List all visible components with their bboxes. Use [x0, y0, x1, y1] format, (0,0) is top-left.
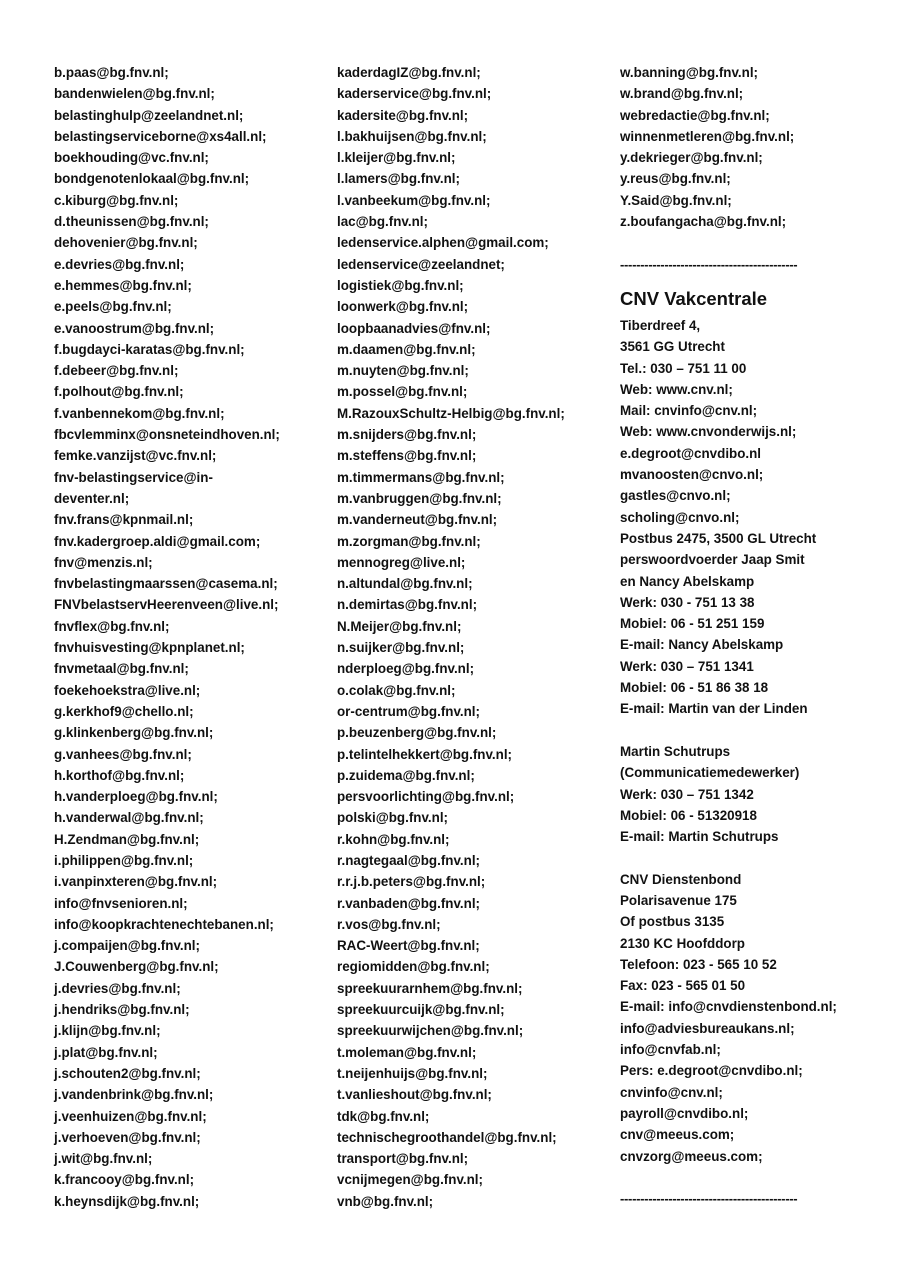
email-entry: k.francooy@bg.fnv.nl;: [54, 1172, 195, 1188]
email-entry: ledenservice@zeelandnet;: [337, 256, 505, 272]
email-entry: j.verhoeven@bg.fnv.nl;: [54, 1129, 201, 1145]
email-entry: fnv.kadergroep.aldi@gmail.com;: [54, 533, 261, 549]
contact-line: E-mail: Nancy Abelskamp: [620, 637, 784, 653]
email-entry: technischegroothandel@bg.fnv.nl;: [337, 1129, 557, 1145]
email-entry: w.banning@bg.fnv.nl;: [620, 65, 759, 80]
email-entry: nderploeg@bg.fnv.nl;: [337, 661, 475, 677]
cnv-vakcentrale-details: [620, 315, 895, 720]
contact-column: [620, 62, 895, 1209]
email-entry: fbcvlemminx@onsneteindhoven.nl;: [54, 427, 280, 443]
contact-line: gastles@cnvo.nl;: [620, 488, 731, 504]
email-entry: y.dekrieger@bg.fnv.nl;: [620, 150, 763, 166]
contact-line: E-mail: info@cnvdienstenbond.nl;: [620, 999, 837, 1015]
email-entry: p.beuzenberg@bg.fnv.nl;: [337, 725, 497, 741]
email-entry: kaderservice@bg.fnv.nl;: [337, 86, 492, 102]
contact-line: Werk: 030 – 751 1342: [620, 786, 754, 802]
email-entry: vcnijmegen@bg.fnv.nl;: [337, 1172, 483, 1188]
section-heading: CNV Vakcentrale: [620, 287, 768, 309]
contact-line: e.degroot@cnvdibo.nl: [620, 445, 762, 461]
email-entry: loopbaanadvies@fnv.nl;: [337, 320, 491, 336]
contact-line: CNV Dienstenbond: [620, 871, 742, 887]
spacer: [620, 1167, 895, 1188]
email-entry: femke.vanzijst@vc.fnv.nl;: [54, 448, 217, 464]
email-entry: Y.Said@bg.fnv.nl;: [620, 192, 732, 208]
email-entry: k.heynsdijk@bg.fnv.nl;: [54, 1193, 200, 1209]
email-entry: p.zuidema@bg.fnv.nl;: [337, 767, 475, 783]
email-entry: h.vanderwal@bg.fnv.nl;: [54, 810, 204, 826]
contact-line: cnvzorg@meeus.com;: [620, 1148, 763, 1164]
contact-line: Mobiel: 06 - 51320918: [620, 807, 757, 823]
contact-line: cnvinfo@cnv.nl;: [620, 1084, 723, 1100]
email-entry: j.wit@bg.fnv.nl;: [54, 1151, 153, 1167]
email-entry: t.vanlieshout@bg.fnv.nl;: [337, 1087, 492, 1103]
email-entry: boekhouding@vc.fnv.nl;: [54, 150, 209, 166]
contact-line: Polarisavenue 175: [620, 892, 737, 908]
email-entry: deventer.nl;: [54, 490, 130, 506]
email-entry: dehovenier@bg.fnv.nl;: [54, 235, 198, 251]
cnv-dienstenbond-details: [620, 869, 895, 1167]
contact-line: 2130 KC Hoofddorp: [620, 935, 745, 951]
email-entry: b.paas@bg.fnv.nl;: [54, 65, 169, 80]
spacer: [620, 720, 895, 741]
email-entry: fnvflex@bg.fnv.nl;: [54, 618, 170, 634]
contact-line: E-mail: Martin van der Linden: [620, 701, 808, 717]
email-entry: H.Zendman@bg.fnv.nl;: [54, 831, 200, 847]
email-entry: e.hemmes@bg.fnv.nl;: [54, 277, 192, 293]
contact-line: Of postbus 3135: [620, 914, 725, 930]
email-entry: n.altundal@bg.fnv.nl;: [337, 576, 473, 592]
email-entry: tdk@bg.fnv.nl;: [337, 1108, 430, 1124]
contact-line: en Nancy Abelskamp: [620, 573, 755, 589]
email-entry: f.debeer@bg.fnv.nl;: [54, 363, 179, 379]
email-entry: j.devries@bg.fnv.nl;: [54, 980, 181, 996]
email-entry: r.nagtegaal@bg.fnv.nl;: [337, 852, 481, 868]
contact-line: E-mail: Martin Schutrups: [620, 829, 779, 845]
spacer: [620, 847, 895, 868]
contact-line: Web: www.cnvonderwijs.nl;: [620, 424, 797, 440]
email-entry: belastingserviceborne@xs4all.nl;: [54, 128, 267, 144]
contact-line: Mail: cnvinfo@cnv.nl;: [620, 403, 758, 419]
email-entry: n.demirtas@bg.fnv.nl;: [337, 597, 478, 613]
email-entry: fnv@menzis.nl;: [54, 554, 153, 570]
email-entry: bondgenotenlokaal@bg.fnv.nl;: [54, 171, 250, 187]
email-entry: c.kiburg@bg.fnv.nl;: [54, 192, 179, 208]
contact-martin-schutrups: [620, 741, 895, 847]
email-entry: FNVbelastservHeerenveen@live.nl;: [54, 597, 279, 613]
email-entry: fnvmetaal@bg.fnv.nl;: [54, 661, 189, 677]
email-column-2: [337, 62, 607, 1212]
email-entry: persvoorlichting@bg.fnv.nl;: [337, 789, 515, 805]
email-entry: lac@bg.fnv.nl;: [337, 214, 428, 230]
email-entry: y.reus@bg.fnv.nl;: [620, 171, 731, 187]
email-entry: logistiek@bg.fnv.nl;: [337, 277, 464, 293]
email-entry: foekehoekstra@live.nl;: [54, 682, 201, 698]
email-entry: m.zorgman@bg.fnv.nl;: [337, 533, 481, 549]
email-entry: transport@bg.fnv.nl;: [337, 1151, 469, 1167]
email-entry: belastinghulp@zeelandnet.nl;: [54, 107, 244, 123]
contact-line: Werk: 030 - 751 13 38: [620, 594, 755, 610]
email-list-top: [620, 62, 895, 232]
email-entry: w.brand@bg.fnv.nl;: [620, 86, 744, 102]
email-entry: regiomidden@bg.fnv.nl;: [337, 959, 490, 975]
email-entry: i.philippen@bg.fnv.nl;: [54, 852, 194, 868]
email-entry: e.peels@bg.fnv.nl;: [54, 299, 172, 315]
email-entry: l.vanbeekum@bg.fnv.nl;: [337, 192, 491, 208]
email-entry: loonwerk@bg.fnv.nl;: [337, 299, 469, 315]
contact-line: info@cnvfab.nl;: [620, 1042, 721, 1058]
email-entry: p.telintelhekkert@bg.fnv.nl;: [337, 746, 512, 762]
email-entry: spreekuurwijchen@bg.fnv.nl;: [337, 1023, 524, 1039]
contact-line: Web: www.cnv.nl;: [620, 381, 733, 397]
email-entry: r.vos@bg.fnv.nl;: [337, 916, 441, 932]
email-entry: f.bugdayci-karatas@bg.fnv.nl;: [54, 341, 245, 357]
separator-line-bottom: --------------------------------------------: [620, 1191, 798, 1207]
email-entry: t.moleman@bg.fnv.nl;: [337, 1044, 477, 1060]
contact-line: Tiberdreef 4,: [620, 317, 701, 333]
email-entry: j.vandenbrink@bg.fnv.nl;: [54, 1087, 214, 1103]
email-entry: f.polhout@bg.fnv.nl;: [54, 384, 184, 400]
contact-line: Mobiel: 06 - 51 251 159: [620, 616, 765, 632]
contact-line: mvanoosten@cnvo.nl;: [620, 467, 764, 483]
email-entry: l.bakhuijsen@bg.fnv.nl;: [337, 128, 487, 144]
email-entry: m.daamen@bg.fnv.nl;: [337, 341, 476, 357]
email-entry: j.compaijen@bg.fnv.nl;: [54, 938, 200, 954]
email-entry: o.colak@bg.fnv.nl;: [337, 682, 456, 698]
email-entry: kaderdagIZ@bg.fnv.nl;: [337, 65, 481, 80]
email-entry: N.Meijer@bg.fnv.nl;: [337, 618, 462, 634]
email-entry: j.plat@bg.fnv.nl;: [54, 1044, 158, 1060]
email-entry: m.snijders@bg.fnv.nl;: [337, 427, 477, 443]
email-entry: f.vanbennekom@bg.fnv.nl;: [54, 405, 225, 421]
email-entry: m.vanbruggen@bg.fnv.nl;: [337, 490, 502, 506]
email-entry: n.suijker@bg.fnv.nl;: [337, 640, 465, 656]
email-entry: r.kohn@bg.fnv.nl;: [337, 831, 450, 847]
email-entry: RAC-Weert@bg.fnv.nl;: [337, 938, 480, 954]
email-entry: J.Couwenberg@bg.fnv.nl;: [54, 959, 219, 975]
email-entry: h.korthof@bg.fnv.nl;: [54, 767, 185, 783]
email-entry: m.steffens@bg.fnv.nl;: [337, 448, 477, 464]
contact-line: Tel.: 030 – 751 11 00: [620, 360, 747, 376]
contact-line: Werk: 030 – 751 1341: [620, 658, 754, 674]
email-entry: l.kleijer@bg.fnv.nl;: [337, 150, 456, 166]
email-entry: mennogreg@live.nl;: [337, 554, 466, 570]
email-entry: webredactie@bg.fnv.nl;: [620, 107, 770, 123]
contact-line: scholing@cnvo.nl;: [620, 509, 740, 525]
contact-line: info@adviesbureaukans.nl;: [620, 1020, 795, 1036]
email-entry: r.vanbaden@bg.fnv.nl;: [337, 895, 481, 911]
email-entry: polski@bg.fnv.nl;: [337, 810, 449, 826]
email-entry: winnenmetleren@bg.fnv.nl;: [620, 128, 795, 144]
email-entry: ledenservice.alphen@gmail.com;: [337, 235, 549, 251]
contact-line: payroll@cnvdibo.nl;: [620, 1105, 749, 1121]
contact-line: (Communicatiemedewerker): [620, 765, 800, 781]
email-entry: l.lamers@bg.fnv.nl;: [337, 171, 460, 187]
email-entry: bandenwielen@bg.fnv.nl;: [54, 86, 215, 102]
contact-line: Postbus 2475, 3500 GL Utrecht: [620, 530, 817, 546]
contact-line: perswoordvoerder Jaap Smit: [620, 552, 805, 568]
email-entry: r.r.j.b.peters@bg.fnv.nl;: [337, 874, 486, 890]
email-entry: spreekuurarnhem@bg.fnv.nl;: [337, 980, 523, 996]
email-entry: kadersite@bg.fnv.nl;: [337, 107, 469, 123]
email-entry: j.klijn@bg.fnv.nl;: [54, 1023, 161, 1039]
email-entry: h.vanderploeg@bg.fnv.nl;: [54, 789, 218, 805]
contact-line: Mobiel: 06 - 51 86 38 18: [620, 680, 769, 696]
contact-line: Martin Schutrups: [620, 743, 731, 759]
email-entry: i.vanpinxteren@bg.fnv.nl;: [54, 874, 218, 890]
email-entry: g.kerkhof9@chello.nl;: [54, 703, 194, 719]
email-entry: m.vanderneut@bg.fnv.nl;: [337, 512, 498, 528]
email-entry: fnvbelastingmaarssen@casema.nl;: [54, 576, 278, 592]
email-entry: g.vanhees@bg.fnv.nl;: [54, 746, 192, 762]
email-entry: info@fnvsenioren.nl;: [54, 895, 188, 911]
email-entry: fnvhuisvesting@kpnplanet.nl;: [54, 640, 245, 656]
separator-line-top: --------------------------------------------: [620, 256, 798, 272]
email-entry: spreekuurcuijk@bg.fnv.nl;: [337, 1002, 505, 1018]
email-entry: g.klinkenberg@bg.fnv.nl;: [54, 725, 214, 741]
email-entry: m.timmermans@bg.fnv.nl;: [337, 469, 505, 485]
email-entry: t.neijenhuijs@bg.fnv.nl;: [337, 1065, 488, 1081]
email-entry: info@koopkrachtenechtebanen.nl;: [54, 916, 274, 932]
email-entry: or-centrum@bg.fnv.nl;: [337, 703, 480, 719]
email-entry: m.nuyten@bg.fnv.nl;: [337, 363, 469, 379]
email-entry: fnv-belastingservice@in-: [54, 469, 213, 485]
email-entry: M.RazouxSchultz-Helbig@bg.fnv.nl;: [337, 405, 565, 421]
email-entry: j.veenhuizen@bg.fnv.nl;: [54, 1108, 207, 1124]
contact-line: Pers: e.degroot@cnvdibo.nl;: [620, 1063, 803, 1079]
email-entry: fnv.frans@kpnmail.nl;: [54, 512, 194, 528]
contact-line: Telefoon: 023 - 565 10 52: [620, 956, 777, 972]
email-entry: j.hendriks@bg.fnv.nl;: [54, 1002, 190, 1018]
contact-line: cnv@meeus.com;: [620, 1127, 735, 1143]
email-entry: e.vanoostrum@bg.fnv.nl;: [54, 320, 215, 336]
email-entry: vnb@bg.fnv.nl;: [337, 1193, 434, 1209]
contact-line: Fax: 023 - 565 01 50: [620, 978, 746, 994]
email-entry: z.boufangacha@bg.fnv.nl;: [620, 214, 787, 230]
contact-line: 3561 GG Utrecht: [620, 339, 725, 355]
spacer: [620, 232, 895, 253]
email-entry: j.schouten2@bg.fnv.nl;: [54, 1065, 201, 1081]
email-column-1: [54, 62, 324, 1212]
email-entry: e.devries@bg.fnv.nl;: [54, 256, 185, 272]
email-entry: d.theunissen@bg.fnv.nl;: [54, 214, 209, 230]
email-entry: m.possel@bg.fnv.nl;: [337, 384, 468, 400]
